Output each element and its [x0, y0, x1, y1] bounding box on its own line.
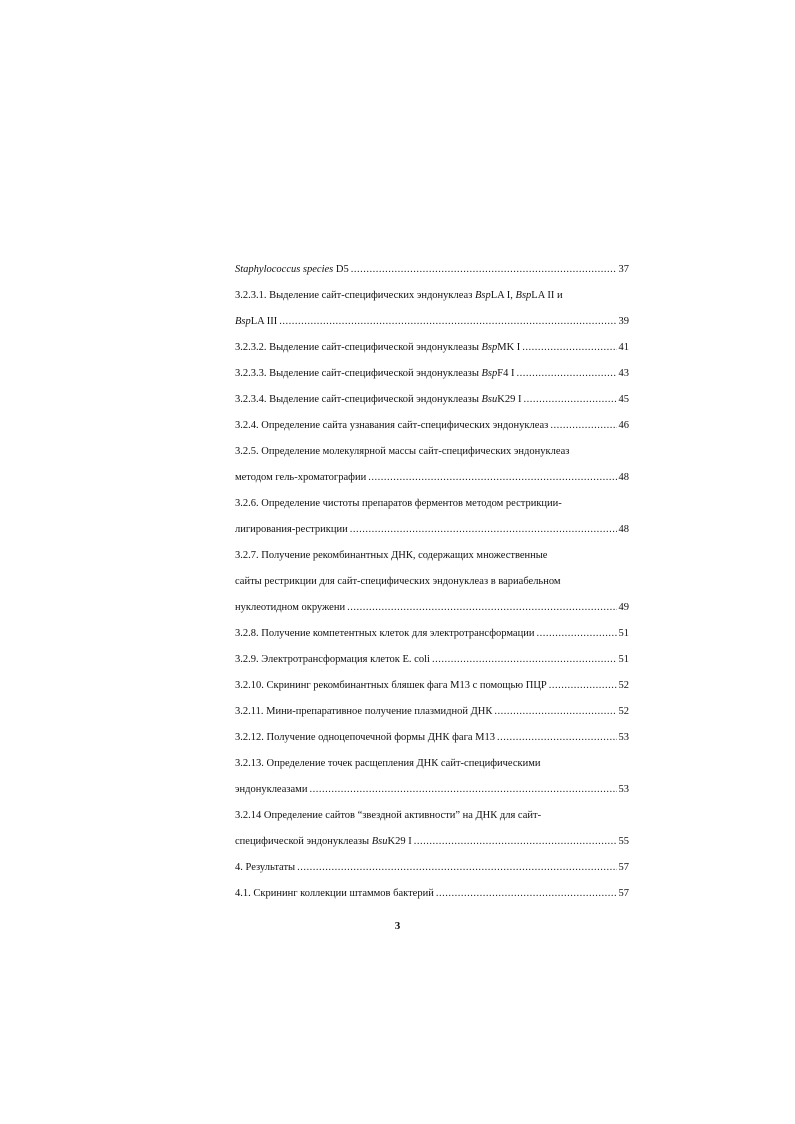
toc-entry-title	[235, 835, 412, 848]
toc-entry-title-part: Staphylococcus species	[235, 264, 334, 275]
toc-entry-title-part: 3.2.14 Определение сайтов “звездной активности” на ДНК для сайт-	[235, 810, 542, 821]
toc-leader-dots	[279, 315, 616, 328]
table-of-contents	[235, 250, 629, 900]
toc-entry-title-part: нуклеотидном окружени	[235, 602, 346, 613]
toc-entry-title-part: специфической эндонуклеазы	[235, 836, 372, 847]
toc-entry	[235, 432, 629, 458]
toc-entry-page: 46	[618, 420, 629, 431]
toc-entry-title	[235, 731, 495, 744]
toc-entry-title	[235, 263, 349, 276]
toc-entry-title	[235, 575, 561, 588]
toc-entry-title-part: Bsp	[481, 342, 498, 353]
toc-entry-title-part: Bsu	[371, 836, 388, 847]
toc-entry-title-part: Bsp	[515, 290, 532, 301]
toc-entry	[235, 276, 629, 302]
toc-leader-dots	[536, 627, 616, 640]
toc-entry	[235, 666, 629, 692]
toc-entry-page: 51	[618, 654, 629, 665]
toc-entry-title-part: лигирования-рестрикции	[235, 524, 348, 535]
toc-leader-dots	[297, 861, 616, 874]
toc-entry-title	[235, 653, 430, 666]
toc-leader-dots	[436, 887, 617, 900]
toc-leader-dots	[347, 601, 616, 614]
toc-entry-title-part: 3.2.3.2. Выделение сайт-специфической эндонуклеазы	[235, 342, 482, 353]
toc-entry-title	[235, 809, 541, 822]
toc-entry-title-part: 3.2.5. Определение молекулярной массы сайт-специфических эндонуклеаз	[235, 446, 570, 457]
toc-entry	[235, 718, 629, 744]
toc-leader-dots	[432, 653, 617, 666]
toc-entry-title-part: Bsp	[474, 290, 491, 301]
toc-entry-title	[235, 289, 563, 302]
toc-entry-page: 39	[618, 316, 629, 327]
toc-entry-title-part: MK I	[497, 342, 521, 353]
toc-entry-title	[235, 471, 366, 484]
toc-entry	[235, 354, 629, 380]
toc-entry-title-part: D5	[333, 264, 349, 275]
toc-entry-title	[235, 783, 307, 796]
toc-entry-title-part: 3.2.9. Электротрансформация клеток E. coli	[235, 654, 430, 665]
toc-entry-title	[235, 679, 547, 692]
toc-entry	[235, 484, 629, 510]
toc-leader-dots	[368, 471, 616, 484]
toc-entry-title-part: Bsp	[481, 368, 498, 379]
toc-leader-dots	[494, 705, 616, 718]
toc-entry	[235, 640, 629, 666]
toc-leader-dots	[516, 367, 616, 380]
toc-leader-dots	[350, 523, 617, 536]
toc-leader-dots	[550, 419, 616, 432]
toc-entry-page: 48	[618, 472, 629, 483]
toc-leader-dots	[522, 341, 616, 354]
toc-entry-title-part: 3.2.8. Получение компетентных клеток для электротрансформации	[235, 628, 535, 639]
toc-entry-title-part: 3.2.4. Определение сайта узнавания сайт-специфических эндонуклеаз	[235, 420, 549, 431]
toc-entry-title-part: сайты рестрикции для сайт-специфических эндонуклеаз в вариабельном	[235, 576, 561, 587]
toc-entry-title-part: LA III	[250, 316, 278, 327]
toc-entry-title	[235, 757, 541, 770]
toc-entry-title-part: Bsp	[235, 316, 251, 327]
toc-entry-title-part: Bsu	[481, 394, 498, 405]
toc-entry-title-part: методом гель-хроматографии	[235, 472, 367, 483]
toc-entry-title-part: 3.2.10. Скрининг рекомбинантных бляшек фага М13 с помощью ПЦР	[235, 680, 547, 691]
toc-entry	[235, 380, 629, 406]
toc-entry-title	[235, 861, 295, 874]
toc-entry	[235, 770, 629, 796]
toc-leader-dots	[309, 783, 616, 796]
toc-entry-title	[235, 419, 548, 432]
toc-entry-title-part: 3.2.6. Определение чистоты препаратов ферментов методом рестрикции-	[235, 498, 562, 509]
toc-leader-dots	[414, 835, 617, 848]
toc-entry	[235, 744, 629, 770]
toc-entry-title	[235, 523, 348, 536]
toc-entry-page: 57	[618, 862, 629, 873]
toc-entry-title	[235, 393, 521, 406]
toc-entry	[235, 562, 629, 588]
toc-entry	[235, 822, 629, 848]
toc-entry-title-part: LA II и	[531, 290, 563, 301]
toc-entry	[235, 848, 629, 874]
toc-entry-title-part: 3.2.7. Получение рекомбинантных ДНК, содержащих множественные	[235, 550, 548, 561]
toc-entry-page: 51	[618, 628, 629, 639]
toc-entry	[235, 458, 629, 484]
toc-entry-page: 52	[618, 706, 629, 717]
toc-entry-title-part: эндонуклеазами	[235, 784, 308, 795]
toc-entry-page: 45	[618, 394, 629, 405]
toc-entry-page: 43	[618, 368, 629, 379]
toc-entry-title-part: 3.2.3.1. Выделение сайт-специфических эндонуклеаз	[235, 290, 475, 301]
toc-entry-title	[235, 315, 277, 328]
toc-entry-title-part: 3.2.3.4. Выделение сайт-специфической эндонуклеазы	[235, 394, 482, 405]
toc-entry	[235, 536, 629, 562]
page-number: 3	[394, 920, 401, 932]
toc-entry-title	[235, 549, 547, 562]
toc-entry-title-part: F4 I	[497, 368, 515, 379]
toc-entry-page: 52	[618, 680, 629, 691]
toc-entry-title-part: 4. Результаты	[235, 862, 296, 873]
toc-entry-title	[235, 367, 514, 380]
toc-entry-page: 55	[618, 836, 629, 847]
toc-entry-page: 41	[618, 342, 629, 353]
toc-entry-page: 49	[618, 602, 629, 613]
toc-entry-title	[235, 887, 434, 900]
toc-entry-title-part: K29 I	[497, 394, 522, 405]
toc-entry-title-part: 4.1. Скрининг коллекции штаммов бактерий	[235, 888, 434, 899]
toc-entry-title-part: 3.2.13. Определение точек расщепления ДНК сайт-специфическими	[235, 758, 541, 769]
toc-entry-title-part: LA I,	[490, 290, 516, 301]
toc-entry	[235, 250, 629, 276]
toc-entry-page: 53	[618, 732, 629, 743]
toc-entry-title	[235, 445, 569, 458]
toc-entry-page: 48	[618, 524, 629, 535]
toc-entry-title-part: 3.2.11. Мини-препаративное получение плазмидной ДНК	[235, 706, 493, 717]
toc-entry-title	[235, 627, 534, 640]
toc-entry-title	[235, 341, 520, 354]
toc-entry-title	[235, 497, 562, 510]
toc-entry-page: 57	[618, 888, 629, 899]
toc-entry	[235, 510, 629, 536]
toc-entry	[235, 302, 629, 328]
toc-entry	[235, 588, 629, 614]
toc-entry	[235, 614, 629, 640]
toc-entry	[235, 874, 629, 900]
toc-entry-title-part: 3.2.12. Получение одноцепочечной формы ДНК фага М13	[235, 732, 495, 743]
toc-entry	[235, 328, 629, 354]
toc-entry	[235, 406, 629, 432]
toc-entry-title	[235, 705, 492, 718]
toc-leader-dots	[549, 679, 617, 692]
toc-entry	[235, 796, 629, 822]
toc-leader-dots	[497, 731, 617, 744]
toc-leader-dots	[523, 393, 616, 406]
toc-leader-dots	[351, 263, 617, 276]
toc-entry-page: 53	[618, 784, 629, 795]
toc-entry-page: 37	[618, 264, 629, 275]
toc-entry-title-part: K29 I	[387, 836, 412, 847]
toc-entry-title-part: 3.2.3.3. Выделение сайт-специфической эндонуклеазы	[235, 368, 482, 379]
toc-entry-title	[235, 601, 345, 614]
toc-entry	[235, 692, 629, 718]
